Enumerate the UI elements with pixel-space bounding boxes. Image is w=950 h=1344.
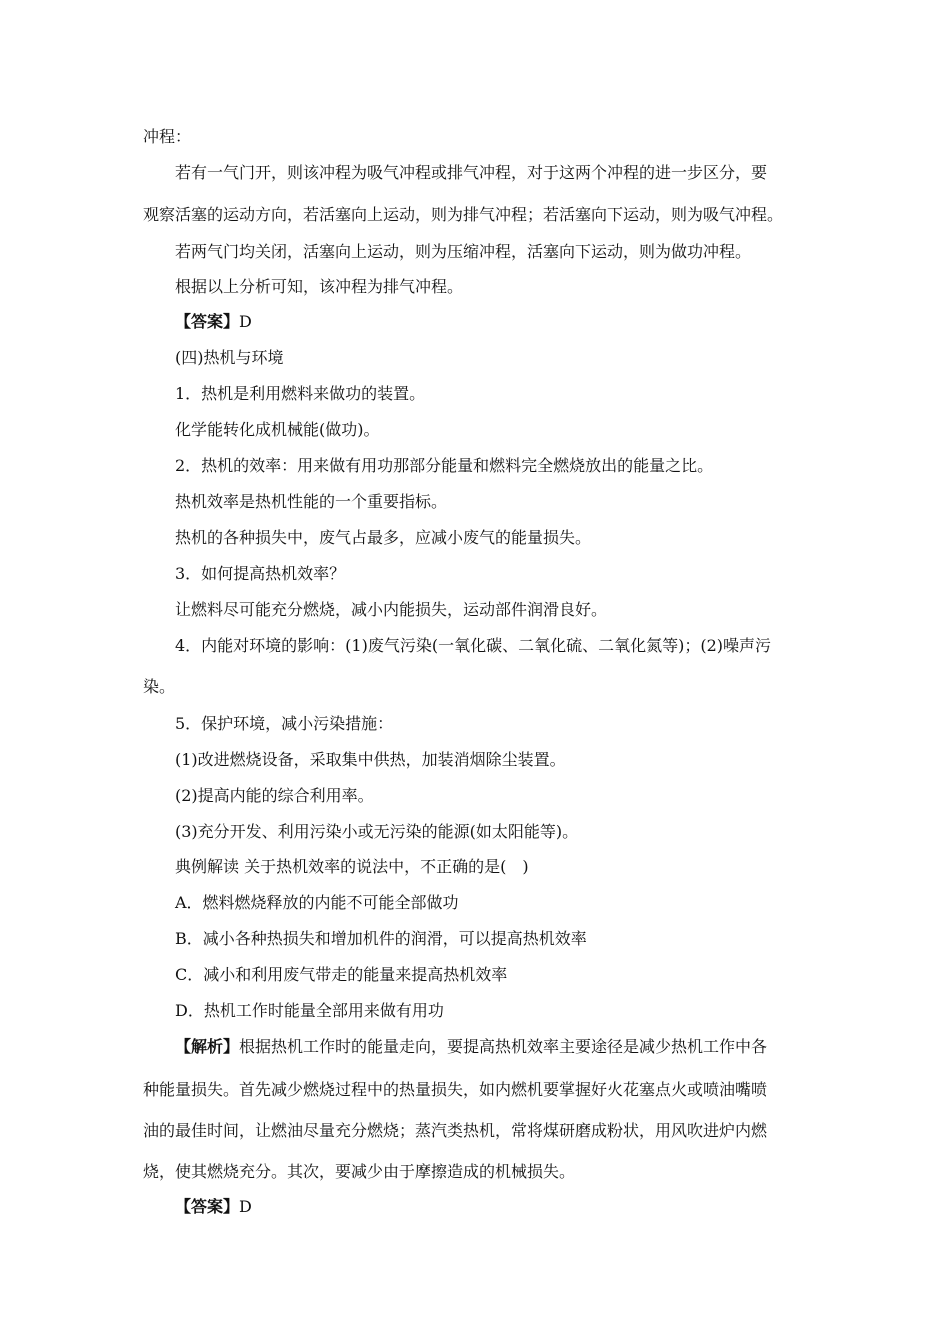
answer-line	[175, 1197, 252, 1217]
text-line: 冲程：	[143, 127, 192, 146]
text-line: 化学能转化成机械能(做功)。	[175, 420, 380, 439]
text-line: 让燃料尽可能充分燃烧，减小内能损失，运动部件润滑良好。	[175, 600, 608, 619]
list-item: 1．热机是利用燃料来做功的装置。	[175, 384, 426, 403]
option-a: A．燃料燃烧释放的内能不可能全部做功	[175, 893, 459, 912]
explanation-line	[175, 1037, 767, 1057]
text-line: 根据以上分析可知，该冲程为排气冲程。	[175, 277, 464, 296]
explanation-text: 根据热机工作时的能量走向，要提高热机效率主要途径是减少热机工作中各	[239, 1037, 768, 1056]
sub-item: (2)提高内能的综合利用率。	[175, 786, 374, 805]
option-b: B．减小各种热损失和增加机件的润滑，可以提高热机效率	[175, 929, 587, 948]
text-line: 热机的各种损失中，废气占最多，应减小废气的能量损失。	[175, 528, 592, 547]
answer-value: D	[239, 1197, 252, 1216]
option-c: C．减小和利用废气带走的能量来提高热机效率	[175, 965, 508, 984]
text-line: 观察活塞的运动方向，若活塞向上运动，则为排气冲程；若活塞向下运动，则为吸气冲程。	[143, 205, 784, 224]
text-line: 热机效率是热机性能的一个重要指标。	[175, 492, 448, 511]
answer-label: 【答案】	[175, 1197, 240, 1216]
answer-line	[175, 312, 252, 332]
text-line: 种能量损失。首先减少燃烧过程中的热量损失，如内燃机要掌握好火花塞点火或喷油嘴喷	[143, 1080, 768, 1099]
text-line: 油的最佳时间，让燃油尽量充分燃烧；蒸汽类热机，常将煤研磨成粉状，用风吹进炉内燃	[143, 1121, 768, 1140]
section-heading: (四)热机与环境	[175, 348, 284, 367]
list-item: 5．保护环境，减小污染措施：	[175, 714, 394, 733]
text-line: 烧，使其燃烧充分。其次，要减少由于摩擦造成的机械损失。	[143, 1162, 576, 1181]
question-stem: 典例解读 关于热机效率的说法中，不正确的是( )	[175, 857, 529, 876]
list-item: 3．如何提高热机效率？	[175, 564, 346, 583]
sub-item: (1)改进燃烧设备，采取集中供热，加装消烟除尘装置。	[175, 750, 566, 769]
list-item: 4．内能对环境的影响：(1)废气污染(一氧化碳、二氧化硫、二氧化氮等)；(2)噪声污	[175, 636, 771, 655]
text-line: 若两气门均关闭，活塞向上运动，则为压缩冲程，活塞向下运动，则为做功冲程。	[175, 242, 752, 261]
text-line: 若有一气门开，则该冲程为吸气冲程或排气冲程，对于这两个冲程的进一步区分，要	[175, 163, 768, 182]
sub-item: (3)充分开发、利用污染小或无污染的能源(如太阳能等)。	[175, 822, 579, 841]
answer-value: D	[239, 312, 252, 331]
answer-label: 【答案】	[175, 312, 240, 331]
option-d: D．热机工作时能量全部用来做有用功	[175, 1001, 444, 1020]
explanation-label: 【解析】	[175, 1037, 240, 1056]
list-item: 2．热机的效率：用来做有用功那部分能量和燃料完全燃烧放出的能量之比。	[175, 456, 714, 475]
text-line: 染。	[143, 677, 176, 696]
